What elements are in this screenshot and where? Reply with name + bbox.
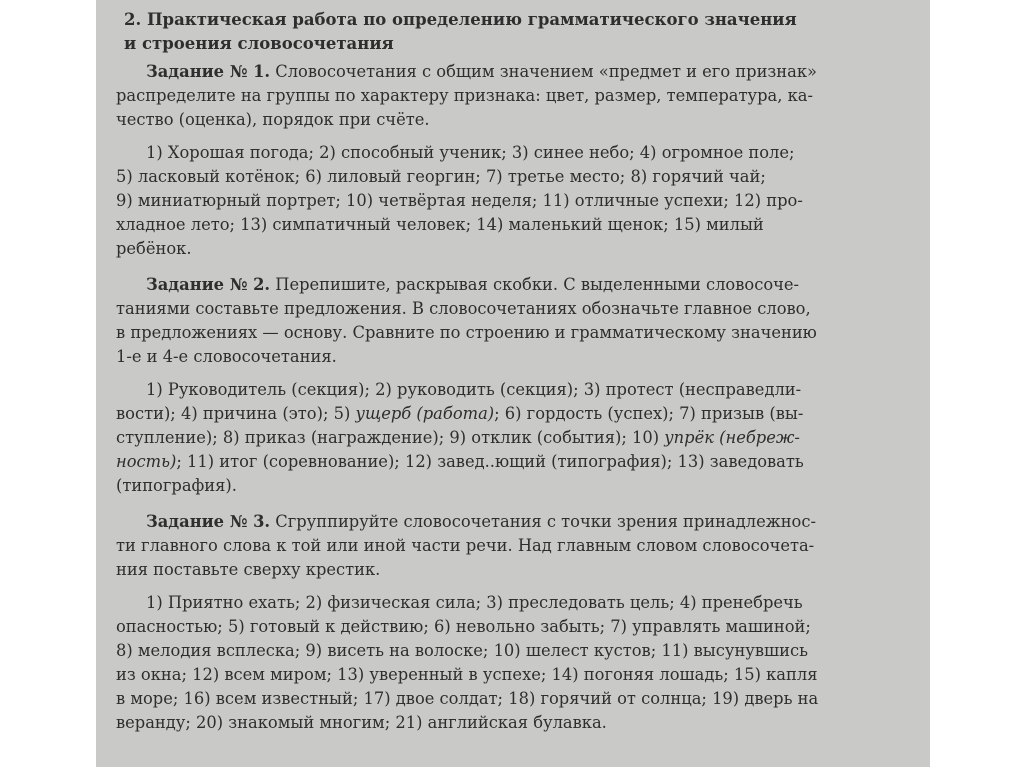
task-2-items xyxy=(116,378,916,498)
task-2-item-line: ступление); 8) приказ (награждение); 9) отклик (события); 10) упрёк (небреж- xyxy=(116,428,800,447)
task-1-item-line: 9) миниатюрный портрет; 10) четвёртая неделя; 11) отличные успехи; 12) про- xyxy=(116,191,803,210)
task-1-item-line: 1) Хорошая погода; 2) способный ученик; 3) синее небо; 4) огромное поле; xyxy=(146,143,795,162)
section-title xyxy=(124,8,916,56)
task-2-item-line: 1) Руководитель (секция); 2) руководить (секция); 3) протест (несправедли- xyxy=(146,380,802,399)
task-2-text: 1-е и 4-е словосочетания. xyxy=(116,347,337,366)
task-1-text: чество (оценка), порядок при счёте. xyxy=(116,110,430,129)
task-3-label: Задание № 3. xyxy=(146,512,271,531)
task-3-item-line: 1) Приятно ехать; 2) физическая сила; 3) преследовать цель; 4) пренебречь xyxy=(146,593,803,612)
task-1-text: Словосочетания с общим значением «предмет и его признак» xyxy=(270,62,817,81)
task-3-instruction xyxy=(116,510,916,582)
task-2-text: таниями составьте предложения. В словосочетаниях обозначьте главное слово, xyxy=(116,299,811,318)
task-1-item-line: 5) ласковый котёнок; 6) лиловый георгин; 7) третье место; 8) горячий чай; xyxy=(116,167,766,186)
task-2-item-line: вости); 4) причина (это); 5) ущерб (работа); 6) гордость (успех); 7) призыв (вы- xyxy=(116,404,804,423)
task-3-item-line: в море; 16) всем известный; 17) двое солдат; 18) горячий от солнца; 19) дверь на xyxy=(116,689,819,708)
task-2-text: Перепишите, раскрывая скобки. С выделенными словосоче- xyxy=(270,275,800,294)
task-3-item-line: веранду; 20) знакомый многим; 21) английская булавка. xyxy=(116,713,607,732)
task-3-item-line: из окна; 12) всем миром; 13) уверенный в успехе; 14) погоняя лошадь; 15) капля xyxy=(116,665,818,684)
task-1-item-line: хладное лето; 13) симпатичный человек; 14) маленький щенок; 15) милый xyxy=(116,215,764,234)
section-title-line: 2. Практическая работа по определению грамматического значения xyxy=(124,10,797,29)
task-3-text: ти главного слова к той или иной части речи. Над главным словом словосочета- xyxy=(116,536,815,555)
task-2-item-line: ность); 11) итог (соревнование); 12) завед..ющий (типография); 13) заведовать xyxy=(116,452,804,471)
highlighted-phrase: ущерб (работа) xyxy=(355,404,495,423)
task-3-text: Сгруппируйте словосочетания с точки зрения принадлежнос- xyxy=(270,512,816,531)
task-1-item-line: ребёнок. xyxy=(116,239,192,258)
task-3-item-line: опасностью; 5) готовый к действию; 6) невольно забыть; 7) управлять машиной; xyxy=(116,617,811,636)
task-3-items xyxy=(116,591,916,735)
task-1-items xyxy=(116,141,916,261)
task-1-text: распределите на группы по характеру признака: цвет, размер, температура, ка- xyxy=(116,86,813,105)
task-3-text: ния поставьте сверху крестик. xyxy=(116,560,381,579)
highlighted-phrase: ность) xyxy=(116,452,177,471)
task-2-label: Задание № 2. xyxy=(146,275,271,294)
document-page xyxy=(96,0,930,767)
section-title-line: и строения словосочетания xyxy=(124,34,394,53)
task-1-label: Задание № 1. xyxy=(146,62,271,81)
task-2-item-line: (типография). xyxy=(116,476,237,495)
document-content xyxy=(116,8,916,747)
task-3-item-line: 8) мелодия всплеска; 9) висеть на волоске; 10) шелест кустов; 11) высунувшись xyxy=(116,641,809,660)
highlighted-phrase: упрёк (небреж- xyxy=(664,428,800,447)
task-1-instruction xyxy=(116,60,916,132)
task-2-instruction xyxy=(116,273,916,369)
task-2-text: в предложениях — основу. Сравните по строению и грамматическому значению xyxy=(116,323,817,342)
